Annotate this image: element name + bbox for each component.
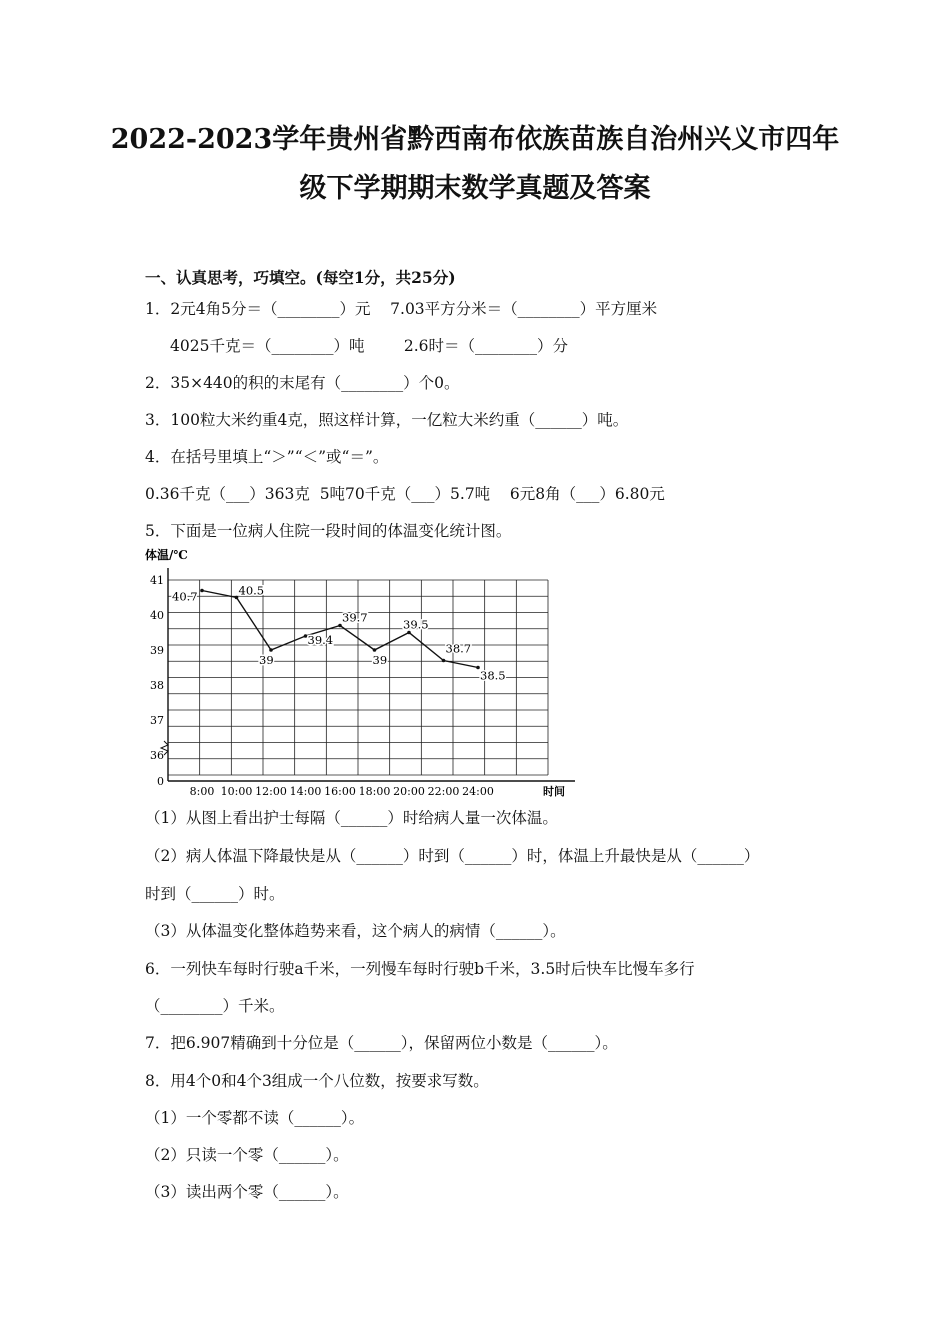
y-tick-label: 37: [150, 714, 164, 727]
question-5-2-line-2: 时到（______）时。: [145, 885, 285, 903]
x-tick-label: 12:00: [255, 785, 287, 798]
data-point: [269, 648, 273, 652]
temperature-line-chart: [140, 545, 580, 805]
section-1-heading: 一、认真思考，巧填空。(每空1分，共25分): [145, 268, 456, 287]
question-6-line-1: 6．一列快车每时行驶a千米，一列慢车每时行驶b千米，3.5时后快车比慢车多行: [145, 960, 695, 978]
question-4: 4．在括号里填上“＞”“＜”或“＝”。: [145, 448, 389, 466]
question-1-line-2: 4025千克＝（________）吨 2.6时＝（________）分: [170, 337, 569, 355]
y-tick-label: 36: [150, 749, 164, 762]
question-2: 2．35×440的积的末尾有（________）个0。: [145, 374, 460, 392]
x-tick-label: 16:00: [324, 785, 356, 798]
question-4-items: 0.36千克（___）363克 5吨70千克（___）5.7吨 6元8角（___）6.80元: [145, 485, 665, 503]
y-tick-label: 39: [150, 644, 164, 657]
question-8-1: （1）一个零都不读（______）。: [145, 1109, 365, 1127]
chart-y-ticks: [150, 574, 164, 788]
question-5-2-line-1: （2）病人体温下降最快是从（______）时到（______）时，体温上升最快是从（______）: [145, 847, 760, 865]
question-3: 3．100粒大米约重4克，照这样计算，一亿粒大米约重（______）吨。: [145, 411, 629, 429]
question-6-line-2: （________）千米。: [145, 997, 285, 1015]
data-point: [373, 648, 377, 652]
point-label: 39: [372, 653, 388, 667]
question-5-1: （1）从图上看出护士每隔（______）时给病人量一次体温。: [145, 809, 558, 827]
question-7: 7．把6.907精确到十分位是（______），保留两位小数是（______）。: [145, 1034, 618, 1052]
x-tick-label: 22:00: [427, 785, 460, 798]
question-5-3: （3）从体温变化整体趋势来看，这个病人的病情（______）。: [145, 922, 566, 940]
point-label: 40.7: [172, 589, 198, 604]
document-title-line-2: 级下学期期末数学真题及答案: [299, 173, 651, 204]
chart-point-labels: [172, 584, 506, 683]
point-label: 39.7: [342, 610, 368, 625]
point-label: 39: [259, 653, 274, 667]
y-tick-label: 38: [150, 679, 164, 692]
question-8-3: （3）读出两个零（______）。: [145, 1183, 349, 1201]
x-tick-label: 14:00: [289, 785, 322, 798]
x-tick-label: 20:00: [393, 785, 425, 798]
y-tick-label: 41: [150, 574, 164, 587]
chart-x-ticks: [190, 785, 494, 798]
point-label: 40.5: [238, 583, 265, 598]
x-tick-label: 8:00: [189, 785, 215, 798]
x-tick-label: 10:00: [220, 785, 253, 798]
chart-grid: [168, 568, 575, 781]
question-5: 5．下面是一位病人住院一段时间的体温变化统计图。: [145, 522, 512, 540]
point-label: 39.5: [403, 617, 429, 632]
data-point: [442, 659, 446, 663]
question-8: 8．用4个0和4个3组成一个八位数，按要求写数。: [145, 1072, 489, 1090]
question-8-2: （2）只读一个零（______）。: [145, 1146, 349, 1164]
point-label: 38.7: [445, 641, 472, 656]
data-point: [200, 589, 204, 593]
document-title-line-1: 2022-2023学年贵州省黔西南布依族苗族自治州兴义市四年: [110, 124, 840, 155]
chart-x-axis-label: 时间: [543, 785, 565, 798]
point-label: 38.5: [480, 668, 506, 683]
chart-y-axis-label: 体温/℃: [145, 548, 188, 562]
question-1-line-1: 1．2元4角5分＝（________）元 7.03平方分米＝（________）平方厘米: [145, 300, 658, 318]
x-tick-label: 24:00: [462, 785, 494, 798]
x-tick-label: 18:00: [358, 785, 391, 798]
y-tick-label: 0: [157, 775, 164, 788]
y-tick-label: 40: [150, 609, 164, 622]
point-label: 39.4: [307, 633, 334, 647]
